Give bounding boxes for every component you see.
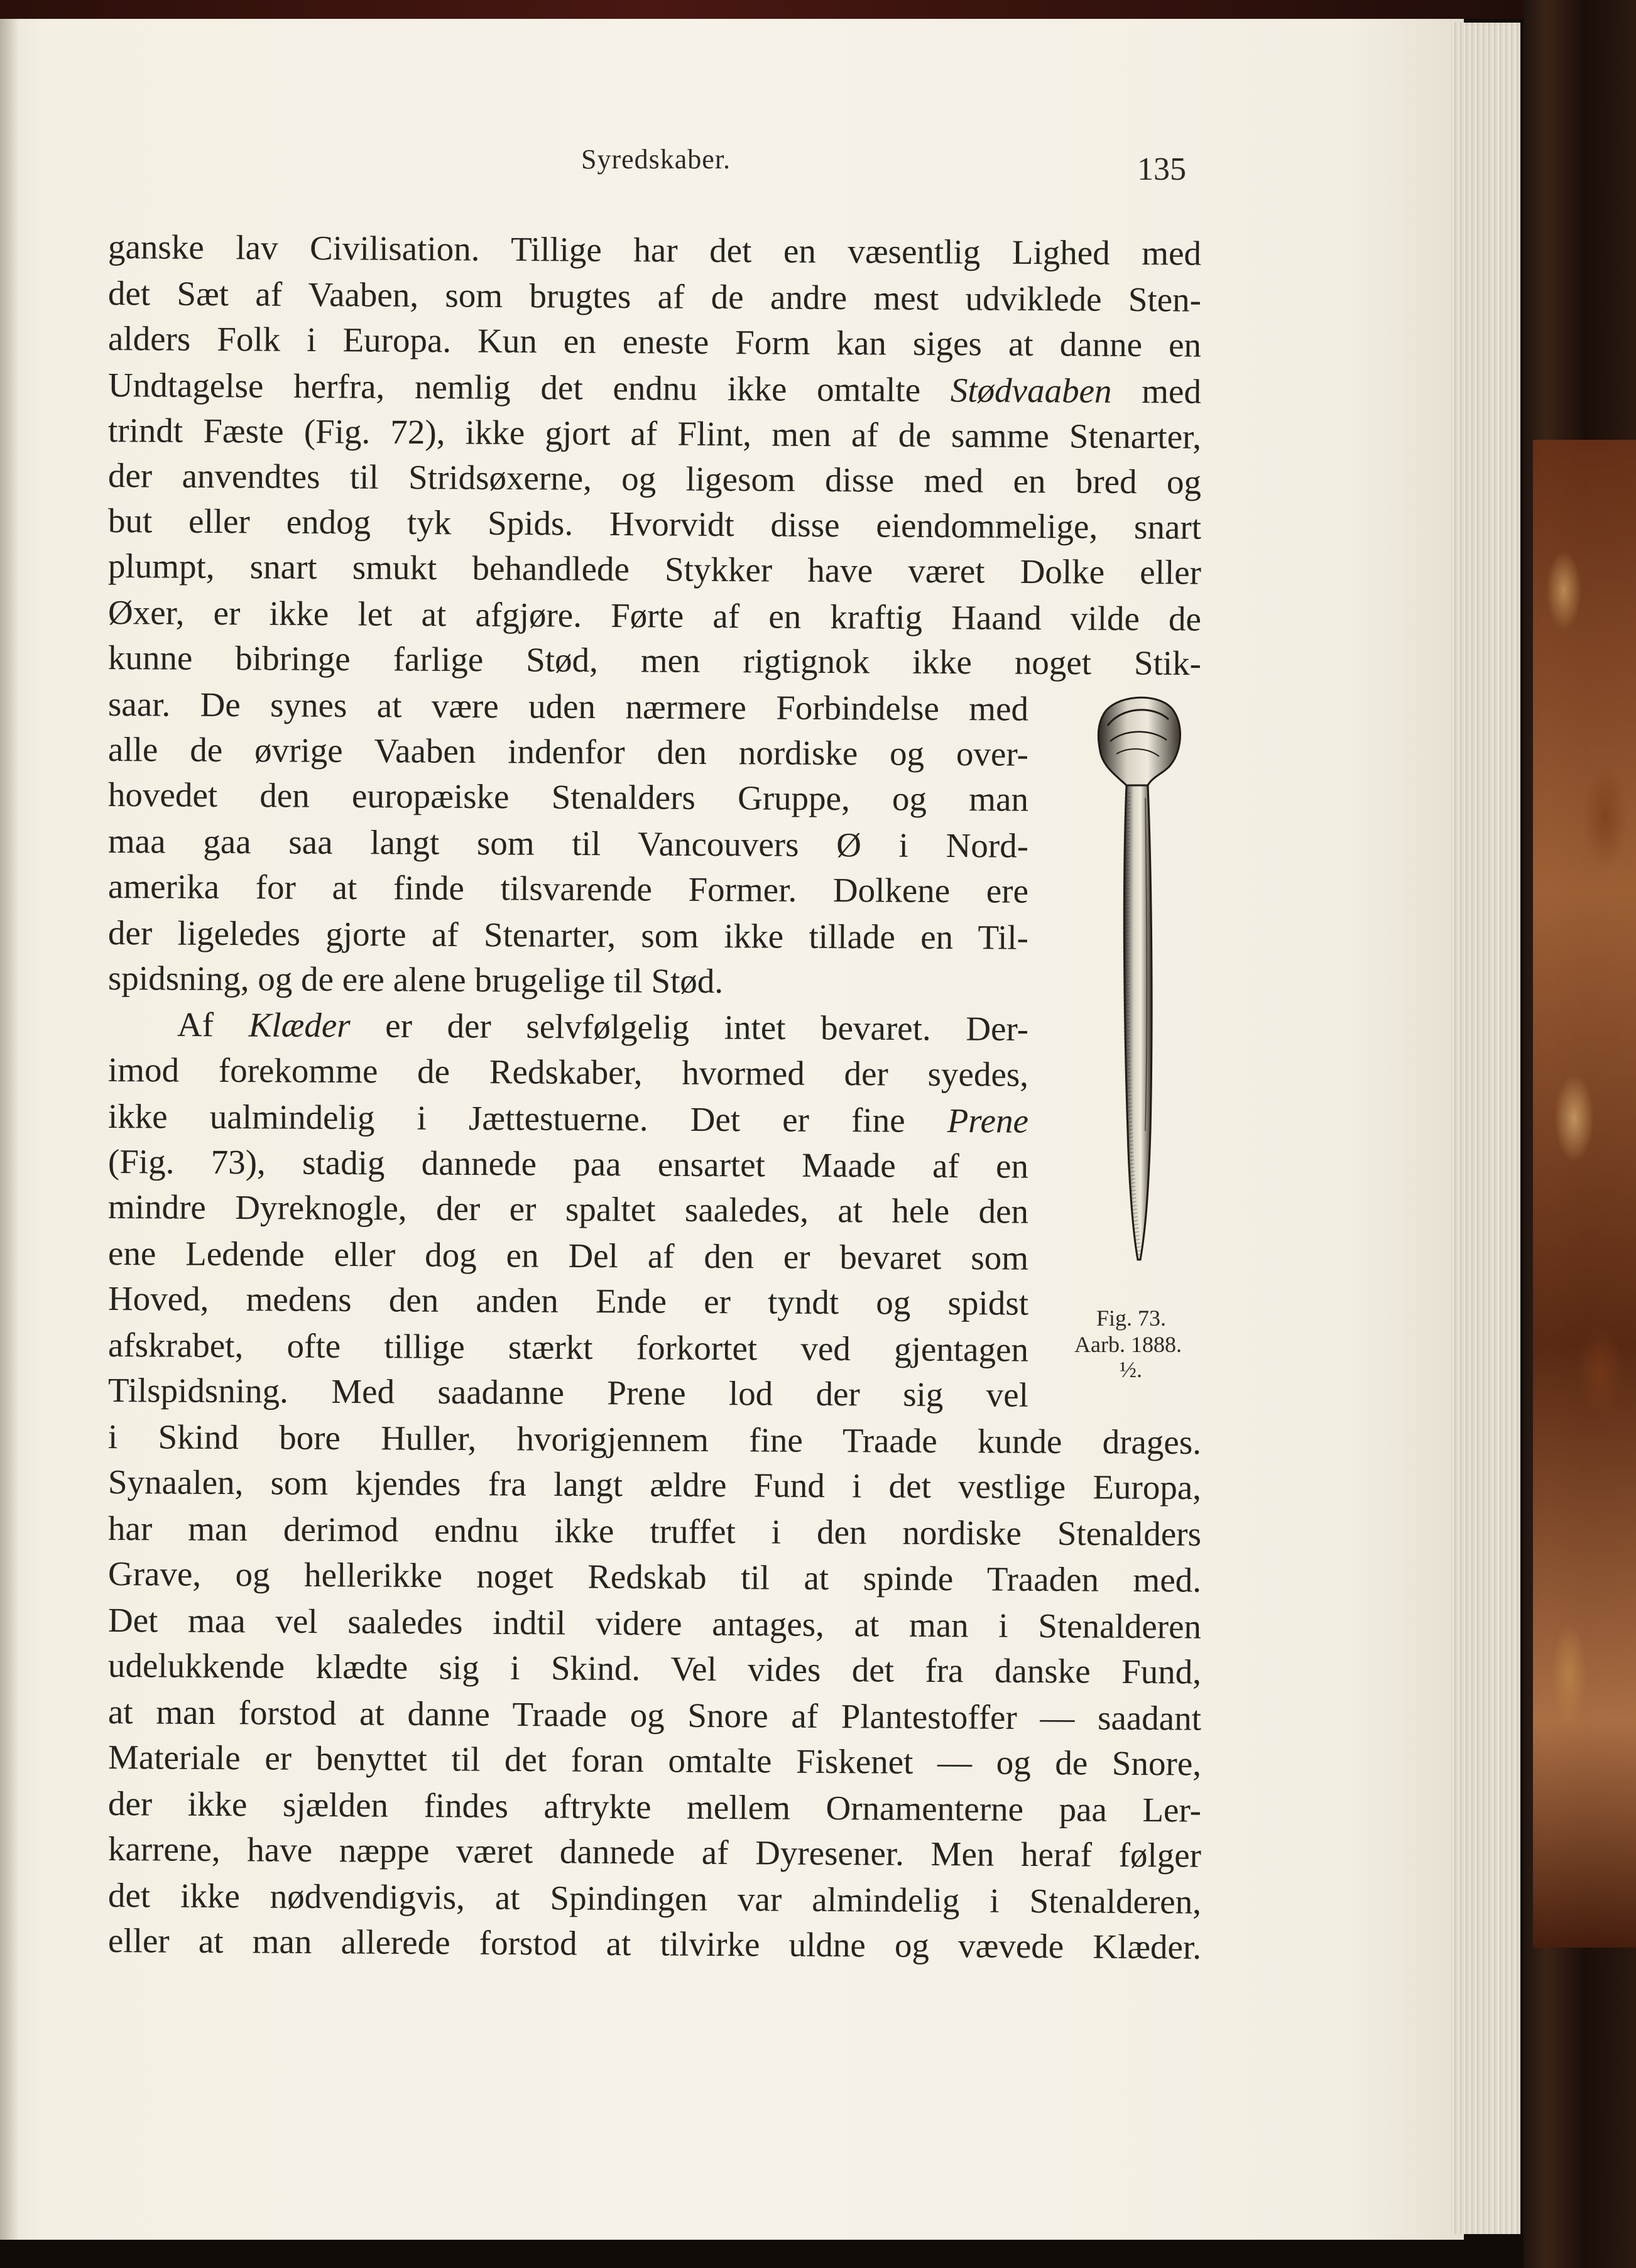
line-text: har man derimod endnu ikke truffet i den nordiske Stenalders bbox=[107, 1509, 1202, 1554]
body-line bbox=[108, 864, 1028, 913]
line-text: Hoved, medens den anden Ende er tyndt og spidst bbox=[107, 1279, 1029, 1322]
body-line bbox=[108, 454, 1201, 504]
body-line bbox=[108, 911, 1028, 960]
line-text-tail: er der selvfølgelig intet bevaret. Der- bbox=[350, 1006, 1029, 1049]
line-text: ikke ualmindelig i Jættestuerne. Det er fine bbox=[107, 1097, 947, 1140]
page-number: 135 bbox=[1137, 151, 1186, 187]
line-text: karrene, have næppe været dannede af Dyresener. Men heraf følger bbox=[107, 1829, 1202, 1875]
line-text: Øxer, er ikke let at afgjøre. Førte af en kraftig Haand vilde de bbox=[107, 593, 1202, 638]
line-text: der ligeledes gjorte af Stenarter, som ikke tillade en Til- bbox=[107, 913, 1029, 957]
body-line bbox=[108, 728, 1028, 777]
body-line bbox=[108, 1690, 1201, 1741]
body-line bbox=[108, 499, 1201, 550]
body-line bbox=[108, 1598, 1201, 1649]
line-text: Materiale er benyttet til det foran omtalte Fiskenet — og de Snore, bbox=[107, 1738, 1202, 1783]
line-text: der anvendtes til Stridsøxerne, og ligesom disse med en bred og bbox=[107, 456, 1202, 501]
gutter-shadow bbox=[0, 19, 19, 2240]
body-line bbox=[108, 363, 1201, 414]
body-line bbox=[108, 1231, 1028, 1280]
body-line bbox=[108, 1323, 1028, 1372]
body-line bbox=[108, 682, 1028, 731]
body-line bbox=[177, 1003, 1028, 1051]
line-text-tail: med bbox=[1111, 371, 1202, 411]
body-line bbox=[108, 1368, 1028, 1417]
italic-term: Prene bbox=[947, 1101, 1029, 1140]
body-line bbox=[108, 773, 1028, 822]
body-line bbox=[108, 408, 1201, 459]
line-text: Synaalen, som kjendes fra langt ældre Fund i det vestlige Europa, bbox=[107, 1463, 1202, 1507]
body-line bbox=[108, 544, 1201, 595]
body-line bbox=[108, 1827, 1201, 1878]
line-text: Det maa vel saaledes indtil videre antages, at man i Stenalderen bbox=[107, 1601, 1202, 1646]
body-line bbox=[108, 1185, 1028, 1234]
line-text: (Fig. 73), stadig dannede paa ensartet Maade af en bbox=[107, 1142, 1029, 1186]
line-text: ene Ledende eller dog en Del af den er bevaret som bbox=[107, 1234, 1029, 1277]
marbled-endpaper bbox=[1533, 440, 1636, 1948]
line-text: trindt Fæste (Fig. 72), ikke gjort af Flint, men af de samme Stenarter, bbox=[107, 411, 1202, 456]
line-text: mindre Dyreknogle, der er spaltet saaledes, at hele den bbox=[107, 1187, 1029, 1231]
italic-term: Stødvaaben bbox=[950, 371, 1112, 410]
line-text: hovedet den europæiske Stenalders Gruppe, og man bbox=[107, 775, 1029, 819]
line-text: i Skind bore Huller, hvorigjennem fine Traade kunde drages. bbox=[107, 1417, 1202, 1462]
body-line bbox=[108, 1415, 1201, 1464]
line-text: eller at man allerede forstod at tilvirke uldne og vævede Klæder. bbox=[107, 1921, 1202, 1966]
body-line bbox=[108, 1552, 1201, 1603]
body-line bbox=[108, 1140, 1028, 1189]
figure-caption-number: Fig. 73. bbox=[1096, 1306, 1167, 1331]
line-text: but eller endog tyk Spids. Hvorvidt disse eiendommelige, snart bbox=[107, 501, 1202, 547]
body-line bbox=[108, 956, 723, 1003]
scan-top-edge bbox=[0, 0, 1636, 19]
figure-caption-scale: ½. bbox=[1120, 1357, 1142, 1382]
line-text: det ikke nødvendigvis, at Spindingen var almindelig i Stenalderen, bbox=[107, 1876, 1202, 1921]
line-text: spidsning, og de ere alene brugelige til Stød. bbox=[107, 959, 724, 1001]
running-head: Syredskaber. bbox=[581, 144, 731, 175]
body-line bbox=[108, 317, 1201, 368]
line-text: Undtagelse herfra, nemlig det endnu ikke omtalte bbox=[107, 366, 951, 410]
body-line bbox=[108, 1277, 1028, 1326]
body-line bbox=[108, 1873, 1201, 1924]
body-line bbox=[108, 1094, 1028, 1143]
body-line bbox=[108, 591, 1201, 641]
body-line bbox=[108, 1507, 1201, 1556]
line-text: imod forekomme de Redskaber, hvormed der syedes, bbox=[107, 1050, 1029, 1094]
line-text: maa gaa saa langt som til Vancouvers Ø i Nord- bbox=[107, 822, 1029, 865]
line-text: afskrabet, ofte tillige stærkt forkortet ved gjentagen bbox=[107, 1326, 1029, 1369]
line-text: kunne bibringe farlige Stød, men rigtignok ikke noget Stik- bbox=[107, 638, 1202, 683]
line-text: amerika for at finde tilsvarende Former. Dolkene ere bbox=[107, 867, 1029, 910]
body-line bbox=[108, 819, 1028, 868]
body-line bbox=[108, 1782, 1201, 1833]
line-text: plumpt, snart smukt behandlede Stykker have været Dolke eller bbox=[107, 547, 1202, 592]
line-text: at man forstod at danne Traade og Snore af Plantestoffer — saadant bbox=[107, 1693, 1202, 1738]
italic-term: Klæder bbox=[248, 1005, 351, 1045]
line-text: ganske lav Civilisation. Tillige har det en væsentlig Lighed med bbox=[107, 227, 1202, 273]
body-line bbox=[108, 1735, 1201, 1786]
figure-caption-source: Aarb. 1888. bbox=[1074, 1332, 1182, 1357]
line-text: Af bbox=[177, 1005, 249, 1044]
body-line bbox=[108, 271, 1201, 322]
page-stack-edges bbox=[1451, 23, 1520, 2234]
line-text: Grave, og hellerikke noget Redskab til at spinde Traaden med. bbox=[107, 1554, 1202, 1600]
line-text: der ikke sjælden findes aftrykte mellem Ornamenterne paa Ler- bbox=[107, 1784, 1202, 1829]
body-line bbox=[108, 1048, 1028, 1097]
line-text: det Sæt af Vaaben, som brugtes af de andre mest udviklede Sten- bbox=[107, 274, 1202, 319]
line-text: alle de øvrige Vaaben indenfor den nordiske og over- bbox=[107, 730, 1029, 773]
line-text: udelukkende klædte sig i Skind. Vel vides det fra danske Fund, bbox=[107, 1646, 1202, 1691]
body-line bbox=[108, 1460, 1201, 1510]
body-line bbox=[108, 636, 1201, 685]
body-line bbox=[108, 225, 1201, 276]
body-line bbox=[108, 1644, 1201, 1694]
line-text: alders Folk i Europa. Kun en eneste Form kan siges at danne en bbox=[107, 319, 1202, 364]
line-text: Tilspidsning. Med saadanne Prene lod der sig vel bbox=[107, 1371, 1029, 1414]
line-text: saar. De synes at være uden nærmere Forbindelse med bbox=[107, 685, 1029, 728]
body-line bbox=[108, 1919, 1201, 1970]
bone-awl-figure bbox=[1077, 691, 1197, 1275]
